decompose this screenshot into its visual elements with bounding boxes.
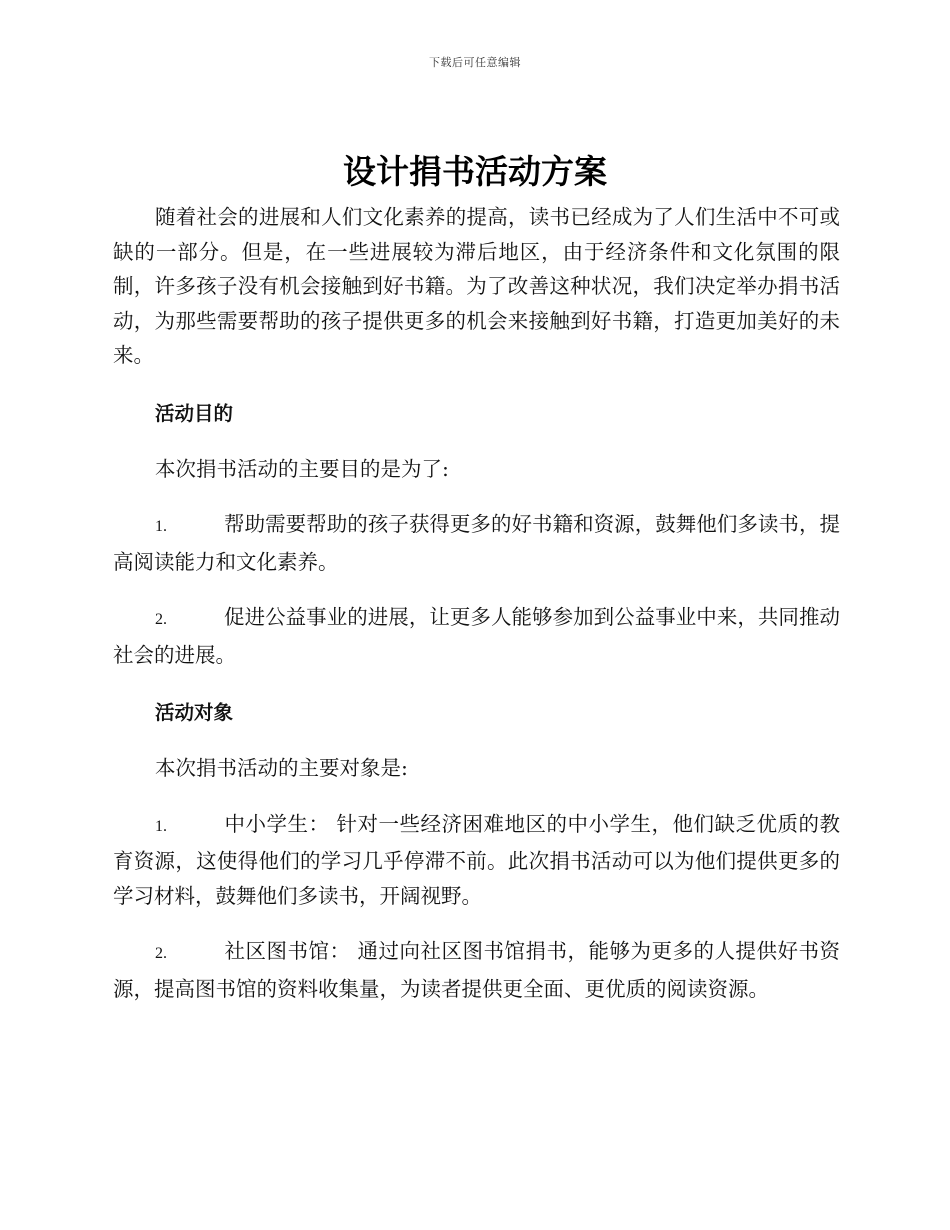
list-item [113, 807, 840, 914]
list-item-number: 2. [155, 611, 167, 628]
section-lead-purpose: 本次捐书活动的主要目的是为了: [155, 456, 449, 481]
intro-paragraph: 随着社会的进展和人们文化素养的提高，读书已经成为了人们生活中不可或缺的一部分。但是，在一些进展较为滞后地区，由于经济条件和文化氛围的限制，许多孩子没有机会接触到好书籍。为了改善这种状况，我们决定举办捐书活动，为那些需要帮助的孩子提供更多的机会来接触到好书籍，打造更加美好的未来。 [113, 205, 840, 367]
list-item-text: 帮助需要帮助的孩子获得更多的好书籍和资源，鼓舞他们多读书，提高阅读能力和文化素养。 [113, 512, 840, 574]
list-item [113, 507, 840, 579]
section-lead-target: 本次捐书活动的主要对象是: [155, 756, 408, 780]
list-item [113, 934, 840, 1006]
list-item-number: 1. [155, 518, 167, 535]
section-heading-target: 活动对象 [155, 701, 234, 724]
section-heading-purpose: 活动目的 [155, 401, 234, 425]
list-item-number: 1. [155, 817, 167, 835]
document-body [113, 200, 840, 1006]
list-item [113, 600, 840, 672]
document-title: 设计捐书活动方案 [343, 152, 607, 191]
list-item-text: 促进公益事业的进展，让更多人能够参加到公益事业中来，共同推动社会的进展。 [113, 605, 840, 667]
list-item-text: 社区图书馆： 通过向社区图书馆捐书，能够为更多的人提供好书资源，提高图书馆的资料收集量，为读者提供更全面、更优质的阅读资源。 [113, 939, 840, 1001]
list-item-number: 2. [155, 945, 167, 962]
list-item-text: 中小学生： 针对一些经济困难地区的中小学生，他们缺乏优质的教育资源，这使得他们的学习几乎停滞不前。此次捐书活动可以为他们提供更多的学习材料，鼓舞他们多读书，开阔视野。 [113, 811, 840, 908]
header-note: 下载后可任意编辑 [429, 56, 521, 69]
